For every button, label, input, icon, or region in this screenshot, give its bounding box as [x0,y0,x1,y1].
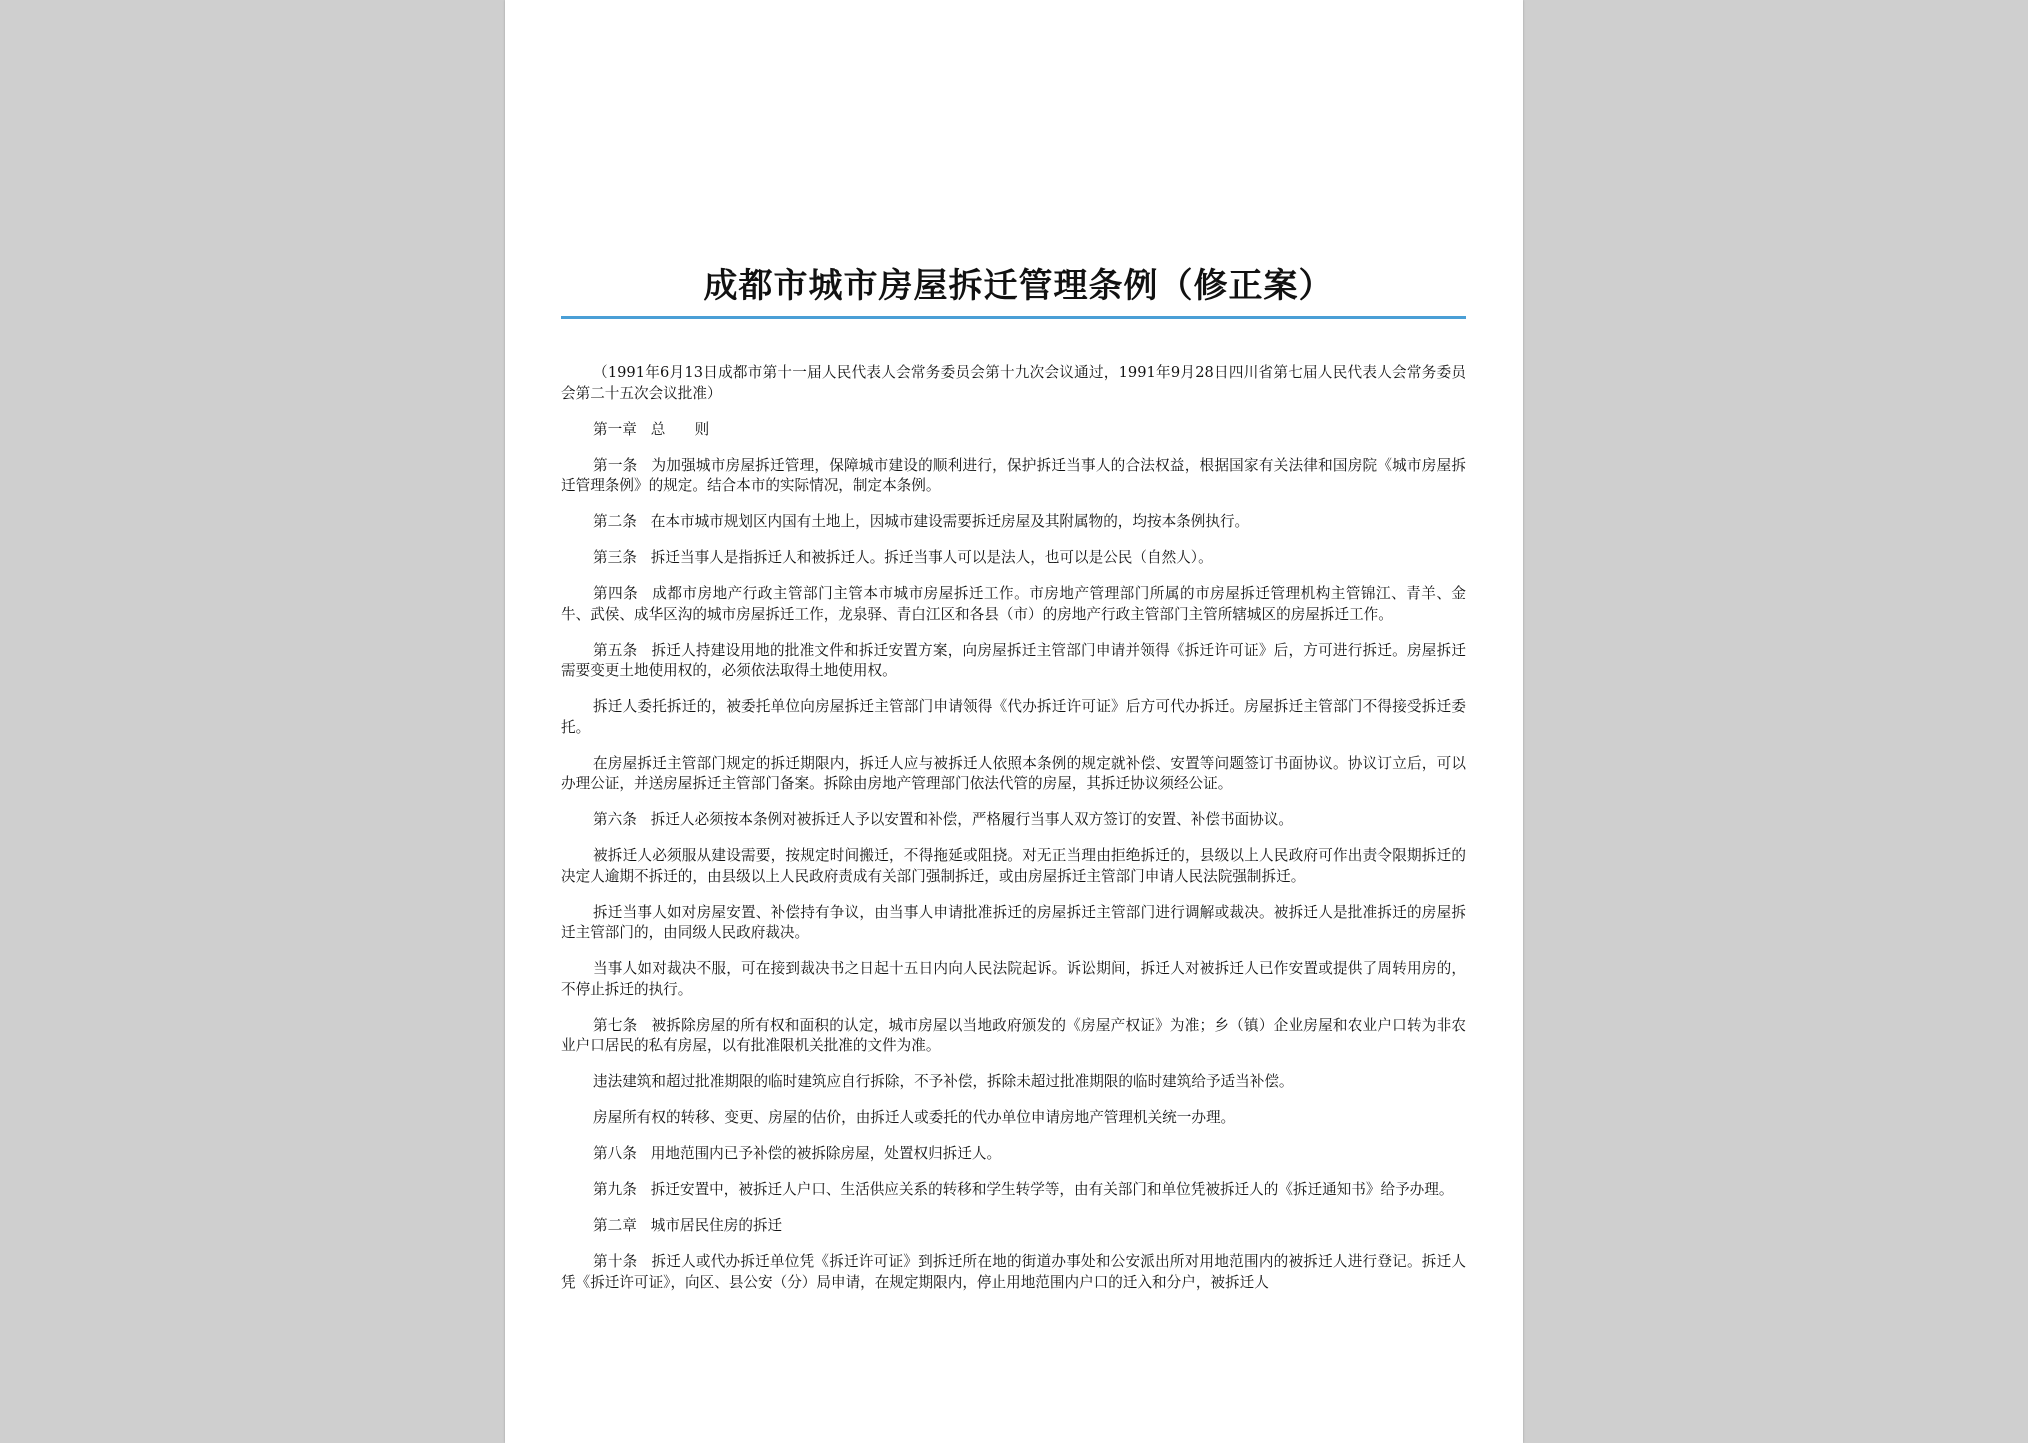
paragraph-text: 拆迁人必须按本条例对被拆迁人予以安置和补偿，严格履行当事人双方签订的安置、补偿书面协议。 [650,811,1293,828]
article-label: 第四条 [593,585,639,602]
paragraph [561,456,1466,497]
article-label: 第三条 [593,549,637,566]
paragraph [561,548,1466,569]
paragraph-text: 违法建筑和超过批准期限的临时建筑应自行拆除，不予补偿，拆除未超过批准期限的临时建筑给予适当补偿。 [593,1073,1294,1090]
paragraph [561,697,1466,738]
paragraph-text: 城市居民住房的拆迁 [650,1217,783,1234]
paragraph-text: 拆迁当事人如对房屋安置、补偿持有争议，由当事人申请批准拆迁的房屋拆迁主管部门进行调解或裁决。被拆迁人是批准拆迁的房屋拆迁主管部门的，由同级人民政府裁决。 [561,903,1466,941]
article-label: 第二章 [593,1217,637,1234]
paragraph-text: 总 则 [650,420,710,438]
paragraph-text: 拆迁当事人是指拆迁人和被拆迁人。拆迁当事人可以是法人，也可以是公民（自然人）。 [650,549,1213,566]
page-content [561,262,1466,1309]
paragraph-text: 为加强城市房屋拆迁管理，保障城市建设的顺利进行，保护拆迁当事人的合法权益，根据国家有关法律和国房院《城市房屋拆迁管理条例》的规定。结合本市的实际情况，制定本条例。 [561,456,1466,494]
article-label: 第十条 [593,1253,638,1270]
paragraph-text: 拆迁人或代办拆迁单位凭《拆迁许可证》到拆迁所在地的街道办事处和公安派出所对用地范围内的被拆迁人进行登记。拆迁人凭《拆迁许可证》，向区、县公安（分）局申请，在规定期限内，停止用地范围内户口的迁入和分户，被拆迁人 [561,1253,1466,1291]
paragraph [561,754,1466,795]
paragraph [561,959,1466,1000]
paragraph-text: 在本市城市规划区内国有土地上，因城市建设需要拆迁房屋及其附属物的，均按本条例执行。 [650,513,1250,530]
article-label: 第五条 [593,641,638,659]
paragraph-text: 用地范围内已予补偿的被拆除房屋，处置权归拆迁人。 [650,1145,1002,1162]
paragraph [561,1016,1466,1057]
paragraph [561,420,1466,441]
article-label: 第七条 [593,1016,638,1034]
paragraph-text: 拆迁人持建设用地的批准文件和拆迁安置方案，向房屋拆迁主管部门申请并领得《拆迁许可证》后，方可进行拆迁。房屋拆迁需要变更土地使用权的，必须依法取得土地使用权。 [561,641,1466,679]
paragraph [561,1144,1466,1165]
paragraph-text: 成都市房地产行政主管部门主管本市城市房屋拆迁工作。市房地产管理部门所属的市房屋拆迁管理机构主管锦江、青羊、金牛、武侯、成华区沟的城市房屋拆迁工作，龙泉驿、青白江区和各县（市）的房地产行政主管部门主管所辖城区的房屋拆迁工作。 [561,585,1466,623]
document-page [505,0,1523,1443]
paragraph [561,810,1466,831]
paragraph-text: （1991年6月13日成都市第十一届人民代表人会常务委员会第十九次会议通过，1991年9月28日四川省第七届人民代表人会常务委员会第二十五次会议批准） [561,364,1466,402]
paragraph-text: 拆迁安置中，被拆迁人户口、生活供应关系的转移和学生转学等，由有关部门和单位凭被拆迁人的《拆迁通知书》给予办理。 [650,1181,1454,1198]
article-label: 第二条 [593,513,637,530]
article-label: 第一条 [593,456,638,474]
paragraph-text: 房屋所有权的转移、变更、房屋的估价，由拆迁人或委托的代办单位申请房地产管理机关统一办理。 [593,1109,1236,1126]
paragraph [561,584,1466,625]
paragraph [561,641,1466,682]
article-label: 第八条 [593,1145,637,1162]
paragraph-text: 拆迁人委托拆迁的，被委托单位向房屋拆迁主管部门申请领得《代办拆迁许可证》后方可代办拆迁。房屋拆迁主管部门不得接受拆迁委托。 [561,698,1466,736]
paragraph [561,1216,1466,1237]
paragraph-text: 被拆除房屋的所有权和面积的认定，城市房屋以当地政府颁发的《房屋产权证》为准；乡（镇）企业房屋和农业户口转为非农业户口居民的私有房屋，以有批准限机关批准的文件为准。 [561,1016,1466,1054]
paragraph [561,846,1466,887]
title-underline [561,316,1466,319]
document-title: 成都市城市房屋拆迁管理条例（修正案） [703,266,1334,306]
document-body [561,363,1466,1293]
paragraph-text: 在房屋拆迁主管部门规定的拆迁期限内，拆迁人应与被拆迁人依照本条例的规定就补偿、安置等问题签订书面协议。协议订立后，可以办理公证，并送房屋拆迁主管部门备案。拆除由房地产管理部门依法代管的房屋，其拆迁协议须经公证。 [561,754,1466,792]
paragraph-text: 被拆迁人必须服从建设需要，按规定时间搬迁，不得拖延或阻挠。对无正当理由拒绝拆迁的，县级以上人民政府可作出责令限期拆迁的决定人逾期不拆迁的，由县级以上人民政府责成有关部门强制拆迁，或由房屋拆迁主管部门申请人民法院强制拆迁。 [561,847,1466,885]
paragraph [561,363,1466,404]
paragraph [561,1072,1466,1093]
paragraph [561,512,1466,533]
paragraph [561,903,1466,944]
article-label: 第六条 [593,811,637,828]
paragraph-text: 当事人如对裁决不服，可在接到裁决书之日起十五日内向人民法院起诉。诉讼期间，拆迁人对被拆迁人已作安置或提供了周转用房的，不停止拆迁的执行。 [561,960,1466,998]
paragraph [561,1252,1466,1293]
article-label: 第九条 [593,1181,637,1198]
paragraph [561,1108,1466,1129]
paragraph [561,1180,1466,1201]
article-label: 第一章 [593,420,637,438]
